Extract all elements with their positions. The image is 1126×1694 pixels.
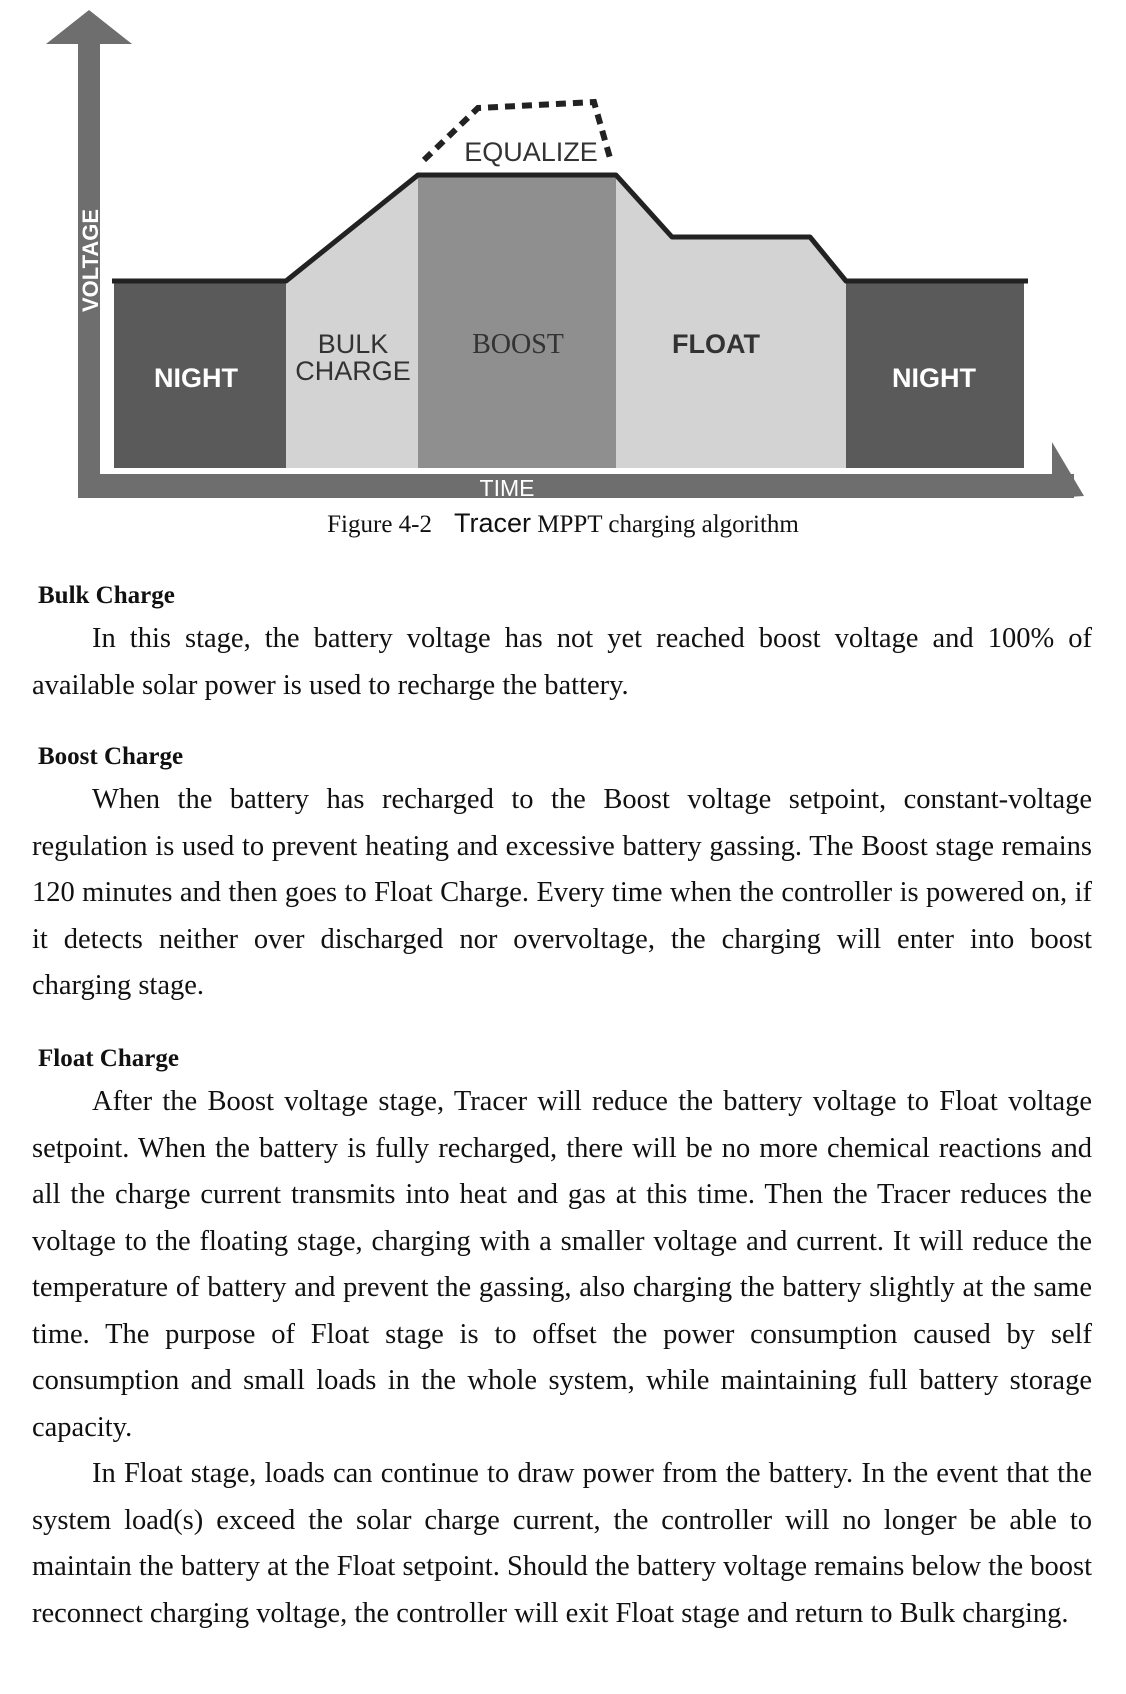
- night-right-label: NIGHT: [892, 363, 976, 393]
- charging-algorithm-figure: [0, 0, 1126, 520]
- boost-charge-heading: Boost Charge: [38, 743, 184, 770]
- bulk-charge-section: [32, 582, 1092, 709]
- x-axis-label: TIME: [479, 475, 535, 501]
- bulk-label-line1: BULK: [317, 329, 389, 359]
- x-axis-line: [78, 474, 1074, 498]
- float-charge-paragraph-2: In Float stage, loads can continue to draw power from the battery. In the event that the system load(s) exceed the solar charge current, the controller will no longer be able to maintain the battery at the Float setpoint. Should the battery voltage remains below the boost reconnect charging voltage, the controller will exit Float stage and return to Bulk charging.: [32, 1458, 1092, 1629]
- bulk-charge-paragraph: In this stage, the battery voltage has not yet reached boost voltage and 100% of available solar power is used to recharge the battery.: [32, 623, 1092, 701]
- float-charge-paragraph-1: After the Boost voltage stage, Tracer will reduce the battery voltage to Float voltage setpoint. When the battery is fully recharged, there will be no more chemical reactions and all the charge current transmits into heat and gas at this time. Then the Tracer reduces the voltage to the floating stage, charging with a smaller voltage and current. It will reduce the temperature of battery and prevent the gassing, also charging the battery slightly at the same time. The purpose of Float stage is to offset the power consumption caused by self consumption and small loads in the whole system, while maintaining full battery storage capacity.: [32, 1086, 1092, 1443]
- float-charge-section: [32, 1045, 1092, 1637]
- bulk-charge-heading: Bulk Charge: [38, 582, 175, 609]
- caption-brand: Tracer: [454, 508, 532, 538]
- float-charge-heading: Float Charge: [38, 1045, 179, 1072]
- caption-prefix: Figure 4-2: [327, 511, 432, 538]
- figure-caption: [0, 508, 1126, 539]
- x-axis-arrow: [1052, 442, 1084, 498]
- float-label: FLOAT: [672, 329, 760, 359]
- boost-region: [418, 175, 616, 468]
- boost-label: BOOST: [472, 329, 564, 360]
- charging-diagram: [0, 0, 1126, 520]
- equalize-label: EQUALIZE: [464, 137, 598, 167]
- y-axis-arrow: [46, 10, 132, 44]
- boost-charge-section: [32, 743, 1092, 1010]
- boost-charge-paragraph: When the battery has recharged to the Boost voltage setpoint, constant-voltage regulation is used to prevent heating and excessive battery gassing. The Boost stage remains 120 minutes and then goes to Float Charge. Every time when the controller is powered on, if it detects neither over discharged nor overvoltage, the charging will enter into boost charging stage.: [32, 784, 1092, 1001]
- night-left-label: NIGHT: [154, 363, 238, 393]
- y-axis-label: VOLTAGE: [78, 208, 103, 312]
- bulk-label-line2: CHARGE: [295, 356, 411, 386]
- bulk-charge-region: [286, 175, 418, 468]
- caption-suffix: MPPT charging algorithm: [537, 511, 799, 538]
- float-region: [616, 175, 846, 468]
